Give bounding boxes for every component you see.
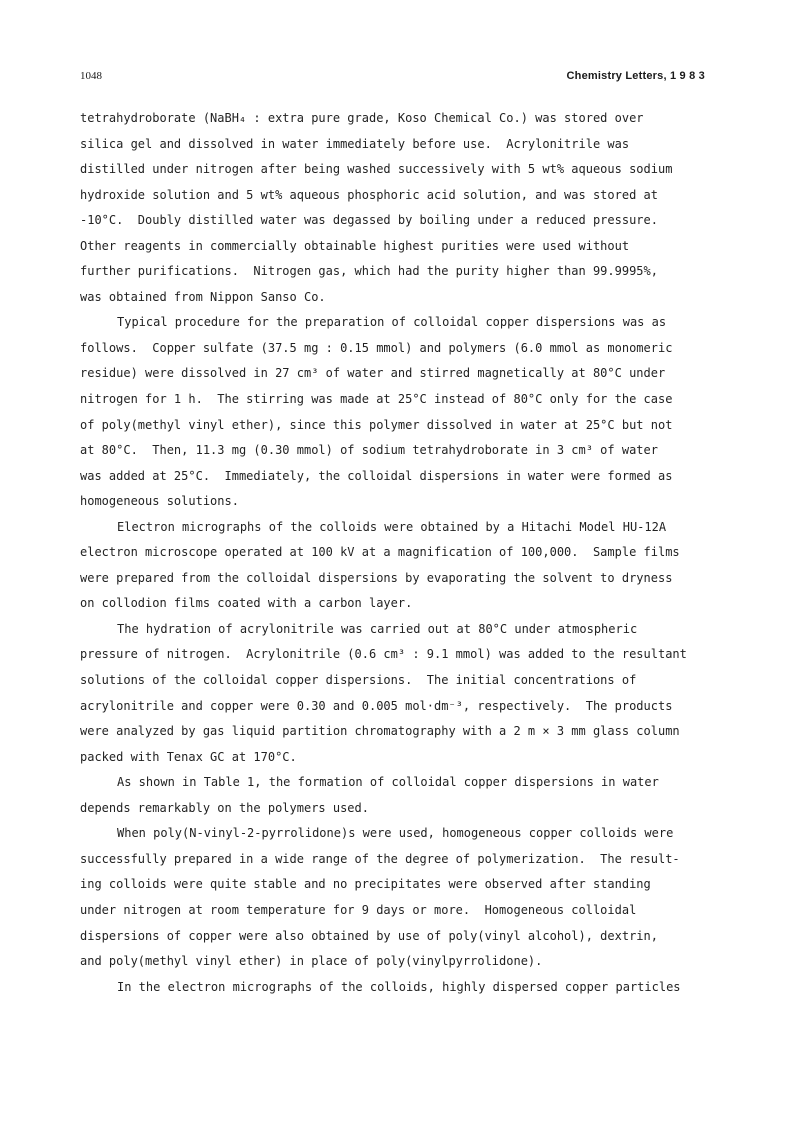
text-line: follows. Copper sulfate (37.5 mg : 0.15 mmol) and polymers (6.0 mmol as monomeric (80, 340, 673, 355)
text-line: was obtained from Nippon Sanso Co. (80, 289, 326, 304)
text-line: In the electron micrographs of the colloids, highly dispersed copper particles (117, 979, 681, 994)
paragraph (80, 617, 716, 770)
body-text (80, 106, 716, 1000)
text-line: solutions of the colloidal copper dispersions. The initial concentrations of (80, 673, 637, 688)
text-line: homogeneous solutions. (80, 494, 239, 509)
text-line: of poly(methyl vinyl ether), since this polymer dissolved in water at 25°C but not (80, 417, 673, 432)
paragraph (80, 821, 716, 974)
paragraph (80, 770, 716, 821)
text-line: depends remarkably on the polymers used. (80, 800, 369, 815)
text-line: on collodion films coated with a carbon layer. (80, 596, 413, 611)
text-line: were analyzed by gas liquid partition chromatography with a 2 m × 3 mm glass column (80, 724, 680, 739)
text-line: hydroxide solution and 5 wt% aqueous phosphoric acid solution, and was stored at (80, 187, 658, 202)
text-line: at 80°C. Then, 11.3 mg (0.30 mmol) of sodium tetrahydroborate in 3 cm³ of water (80, 443, 658, 458)
text-line: Other reagents in commercially obtainable highest purities were used without (80, 238, 630, 253)
text-line: dispersions of copper were also obtained by use of poly(vinyl alcohol), dextrin, (80, 928, 658, 943)
text-line: ing colloids were quite stable and no precipitates were observed after standing (80, 877, 651, 892)
text-line: packed with Tenax GC at 170°C. (80, 749, 297, 764)
text-line: When poly(N-vinyl-2-pyrrolidone)s were used, homogeneous copper colloids were (117, 826, 674, 841)
text-line: Electron micrographs of the colloids were obtained by a Hitachi Model HU-12A (117, 519, 667, 534)
text-line: tetrahydroborate (NaBH₄ : extra pure grade, Koso Chemical Co.) was stored over (80, 111, 644, 125)
text-line: nitrogen for 1 h. The stirring was made at 25°C instead of 80°C only for the case (80, 392, 673, 407)
paragraph (80, 975, 716, 1001)
text-line: electron microscope operated at 100 kV at a magnification of 100,000. Sample films (80, 545, 680, 560)
paragraph (80, 515, 716, 617)
text-line: residue) were dissolved in 27 cm³ of water and stirred magnetically at 80°C under (80, 366, 666, 381)
page-header (80, 70, 705, 86)
text-line: Typical procedure for the preparation of colloidal copper dispersions was as (117, 315, 667, 330)
paragraph (80, 310, 716, 514)
text-line: under nitrogen at room temperature for 9 days or more. Homogeneous colloidal (80, 902, 637, 917)
journal-title: Chemistry Letters, 1 9 8 3 (566, 70, 705, 82)
text-line: was added at 25°C. Immediately, the colloidal dispersions in water were formed as (80, 468, 673, 483)
text-line: silica gel and dissolved in water immediately before use. Acrylonitrile was (80, 136, 630, 151)
text-line: As shown in Table 1, the formation of colloidal copper dispersions in water (117, 775, 659, 790)
page-number: 1048 (80, 70, 102, 82)
text-line: further purifications. Nitrogen gas, which had the purity higher than 99.9995%, (80, 264, 658, 279)
text-line: were prepared from the colloidal dispersions by evaporating the solvent to dryness (80, 570, 673, 585)
paragraph (80, 106, 716, 310)
text-line: successfully prepared in a wide range of the degree of polymerization. The result- (80, 851, 680, 866)
text-line: and poly(methyl vinyl ether) in place of poly(vinylpyrrolidone). (80, 954, 543, 969)
text-line: distilled under nitrogen after being washed successively with 5 wt% aqueous sodium (80, 162, 673, 177)
text-line: acrylonitrile and copper were 0.30 and 0.005 mol·dm⁻³, respectively. The products (80, 698, 673, 713)
text-line: -10°C. Doubly distilled water was degassed by boiling under a reduced pressure. (80, 213, 658, 228)
text-line: pressure of nitrogen. Acrylonitrile (0.6 cm³ : 9.1 mmol) was added to the resultant (80, 647, 687, 662)
text-line: The hydration of acrylonitrile was carried out at 80°C under atmospheric (117, 621, 638, 636)
